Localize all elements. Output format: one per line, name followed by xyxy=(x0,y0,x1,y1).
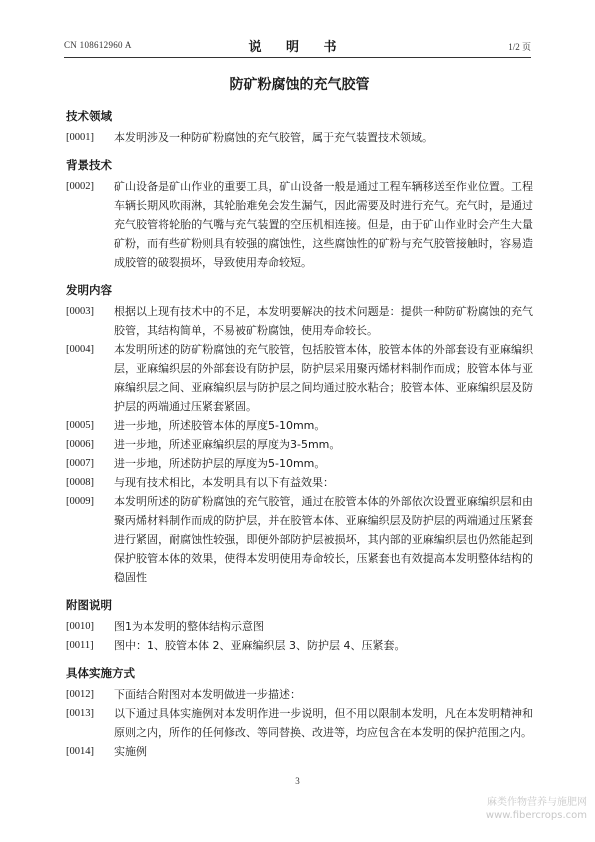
site-watermark xyxy=(486,796,587,822)
section-heading: 附图说明 xyxy=(66,598,112,612)
document-body xyxy=(66,74,533,761)
paragraph xyxy=(66,128,533,147)
paragraph-number: [0009] xyxy=(66,496,94,507)
paragraph xyxy=(66,685,533,704)
paragraph xyxy=(66,742,533,761)
paragraph xyxy=(66,435,533,454)
invention-title: 防矿粉腐蚀的充气胶管 xyxy=(229,77,370,93)
section xyxy=(66,157,533,272)
paragraph xyxy=(66,340,533,416)
sections-container xyxy=(66,108,533,761)
page-counter: 1/2 页 xyxy=(508,42,531,52)
section-heading: 背景技术 xyxy=(66,158,112,172)
paragraph-text: 以下通过具体实施例对本发明作进一步说明，但不用以限制本发明，凡在本发明精神和原则之内，所作的任何修改、等同替换、改进等，均应包含在本发明的保护范围之内。 xyxy=(114,707,533,739)
paragraph-number: [0001] xyxy=(66,132,94,143)
paragraph-text: 实施例 xyxy=(114,745,147,758)
paragraph-number: [0004] xyxy=(66,344,94,355)
paragraph-number: [0011] xyxy=(66,640,94,651)
paragraph xyxy=(66,704,533,742)
section xyxy=(66,665,533,761)
section xyxy=(66,108,533,147)
paragraph-text: 本发明所述的防矿粉腐蚀的充气胶管，通过在胶管本体的外部依次设置亚麻编织层和由聚丙烯材料制作而成的防护层，并在胶管本体、亚麻编织层及防护层的两端通过压紧套进行紧固，耐腐蚀性较强，即便外部防护层被损坏，其内部的亚麻编织层也仍然能起到保护胶管本体的效果，使得本发明使用寿命较长，压紧套也有效提高本发明整体结构的稳固性 xyxy=(114,495,533,584)
publication-number: CN 108612960 A xyxy=(64,40,132,50)
paragraph-number: [0003] xyxy=(66,306,94,317)
paragraph-text: 图中：1、胶管本体 2、亚麻编织层 3、防护层 4、压紧套。 xyxy=(114,639,406,652)
section xyxy=(66,597,533,655)
section-heading: 具体实施方式 xyxy=(66,666,135,680)
paragraph-text: 图1为本发明的整体结构示意图 xyxy=(114,620,264,633)
watermark-line-1: 麻类作物营养与施肥网 xyxy=(487,797,587,808)
paragraph-text: 与现有技术相比，本发明具有以下有益效果： xyxy=(114,476,334,489)
paragraph-text: 下面结合附图对本发明做进一步描述： xyxy=(114,688,301,701)
paragraph-text: 本发明所述的防矿粉腐蚀的充气胶管，包括胶管本体，胶管本体的外部套设有亚麻编织层，亚麻编织层的外部套设有防护层，防护层采用聚丙烯材料制作而成；胶管本体与亚麻编织层之间、亚麻编织层与防护层之间均通过胶水粘合；胶管本体、亚麻编织层及防护层的两端通过压紧套紧固。 xyxy=(114,343,533,413)
paragraph xyxy=(66,454,533,473)
watermark-line-2: www.fibercrops.com xyxy=(485,810,587,821)
paragraph-number: [0007] xyxy=(66,458,94,469)
paragraph-number: [0006] xyxy=(66,439,94,450)
page-number: 3 xyxy=(295,776,300,786)
paragraph xyxy=(66,492,533,587)
section-heading: 发明内容 xyxy=(66,283,112,297)
page-header xyxy=(64,36,531,56)
paragraph-text: 进一步地，所述亚麻编织层的厚度为3-5mm。 xyxy=(114,438,341,451)
paragraph-text: 矿山设备是矿山作业的重要工具，矿山设备一般是通过工程车辆移送至作业位置。工程车辆长期风吹雨淋，其轮胎难免会发生漏气，因此需要及时进行充气。充气时，是通过充气胶管将轮胎的气嘴与充气装置的空压机相连接。但是，由于矿山作业时会产生大量矿粉，而有些矿粉则具有较强的腐蚀性，这些腐蚀性的矿粉与充气胶管接触时，容易造成胶管的破裂损坏，导致使用寿命较短。 xyxy=(114,180,533,269)
paragraph-text: 本发明涉及一种防矿粉腐蚀的充气胶管，属于充气装置技术领域。 xyxy=(114,131,433,144)
paragraph-text: 进一步地，所述胶管本体的厚度5-10mm。 xyxy=(114,419,326,432)
paragraph xyxy=(66,617,533,636)
section xyxy=(66,282,533,587)
paragraph-number: [0010] xyxy=(66,621,94,632)
paragraph-number: [0012] xyxy=(66,689,94,700)
paragraph xyxy=(66,473,533,492)
paragraph-number: [0013] xyxy=(66,708,94,719)
section-heading: 技术领域 xyxy=(66,109,112,123)
paragraph xyxy=(66,302,533,340)
paragraph xyxy=(66,416,533,435)
paragraph xyxy=(66,177,533,272)
paragraph-text: 根据以上现有技术中的不足，本发明要解决的技术问题是：提供一种防矿粉腐蚀的充气胶管，其结构简单，不易被矿粉腐蚀，使用寿命较长。 xyxy=(114,305,533,337)
paragraph xyxy=(66,636,533,655)
paragraph-number: [0002] xyxy=(66,181,94,192)
paragraph-number: [0014] xyxy=(66,746,94,757)
paragraph-number: [0005] xyxy=(66,420,94,431)
paragraph-number: [0008] xyxy=(66,477,94,488)
header-rule xyxy=(64,57,531,58)
document-type-title: 说 明 书 xyxy=(248,40,347,55)
paragraph-text: 进一步地，所述防护层的厚度为5-10mm。 xyxy=(114,457,326,470)
